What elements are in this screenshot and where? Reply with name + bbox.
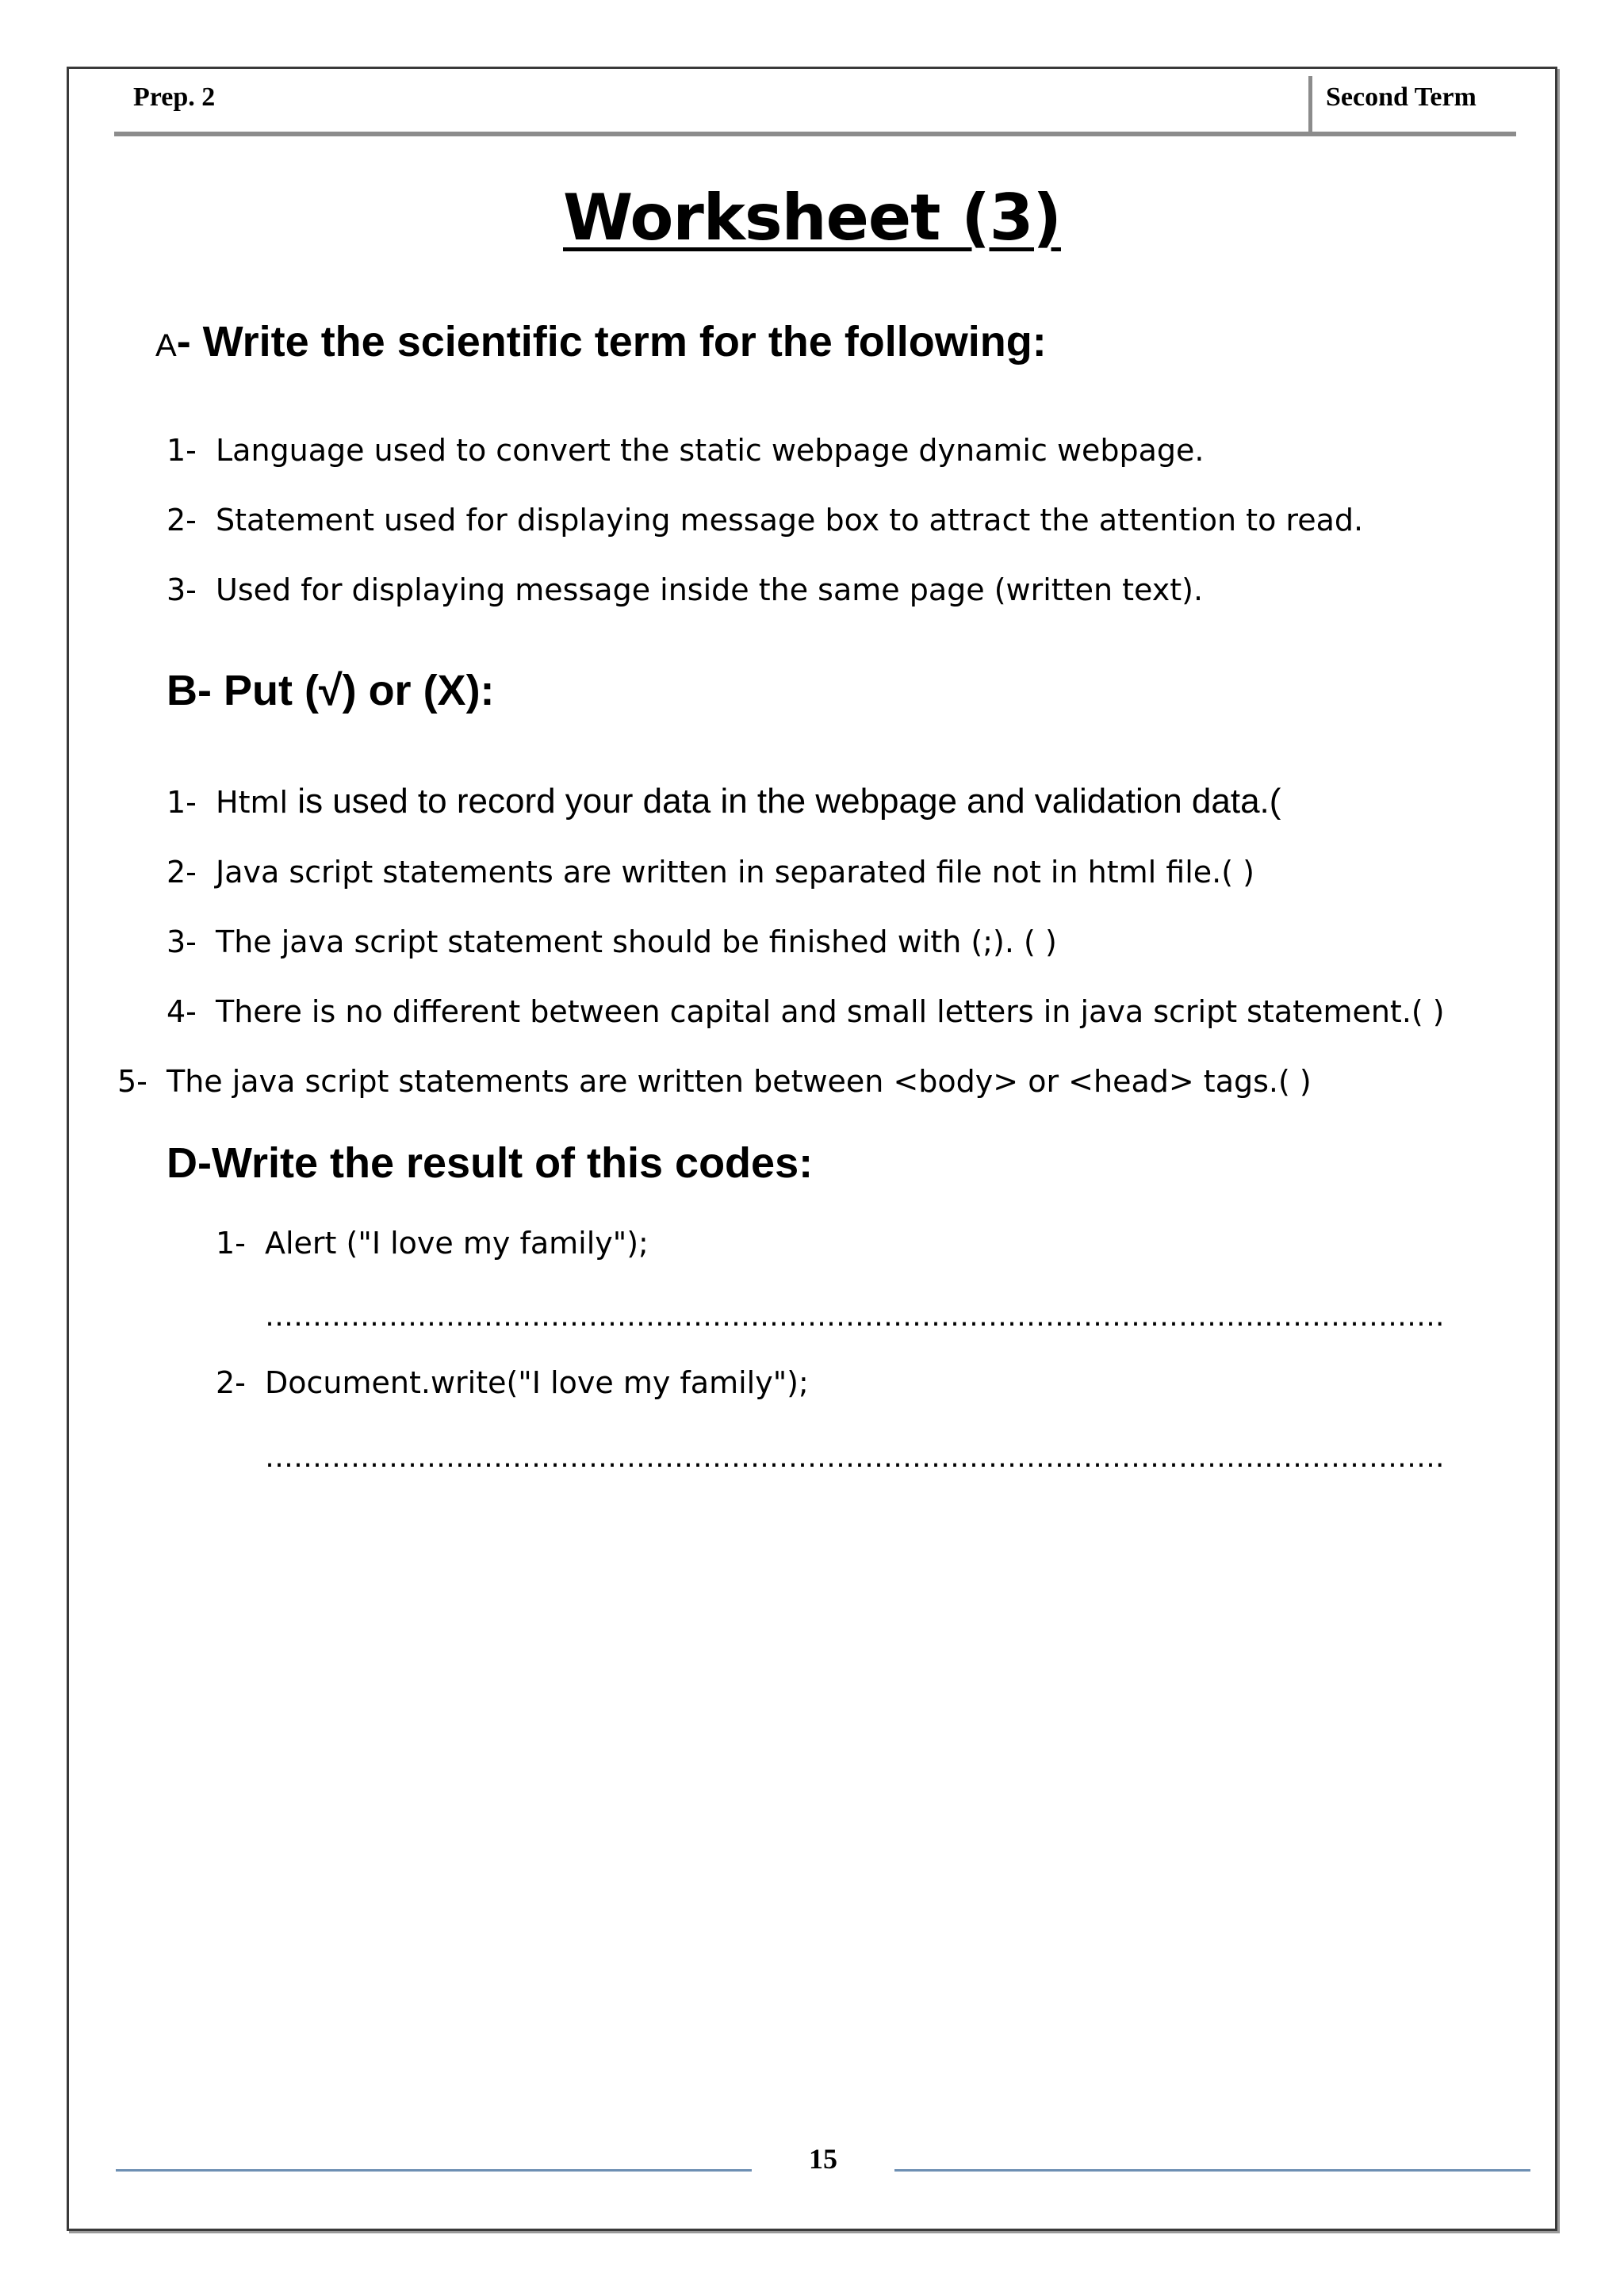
- section-a-heading-text: - Write the scientific term for the following:: [176, 318, 1047, 365]
- header-level: Prep. 2: [133, 82, 216, 112]
- item-text: Document.write("I love my family");: [265, 1365, 809, 1400]
- section-a-item-3: [167, 572, 1203, 607]
- item-number: 1-: [216, 1226, 246, 1261]
- item-word: Html: [216, 785, 289, 820]
- item-number: 3-: [167, 572, 197, 607]
- item-text: There is no different between capital and small letters in java script statement.( ): [216, 994, 1445, 1029]
- section-a-heading: [155, 317, 1047, 366]
- section-b-item-4: [167, 994, 1445, 1029]
- item-text: Alert ("I love my family");: [265, 1226, 649, 1261]
- section-b-heading: B- Put (√) or (X):: [167, 667, 495, 714]
- answer-line-2: …………………………………………………………………………………………………………….: [265, 1441, 1445, 1474]
- item-number: 1-: [167, 785, 197, 820]
- page-number: 15: [809, 2143, 837, 2175]
- item-number: 4-: [167, 994, 197, 1029]
- item-number: 5-: [117, 1064, 147, 1099]
- item-text: The java script statements are written between <body> or <head> tags.( ): [167, 1064, 1312, 1099]
- worksheet-title: Worksheet (3): [563, 181, 1061, 254]
- section-d-heading: D-Write the result of this codes:: [167, 1139, 814, 1187]
- section-b-item-1: [167, 782, 1281, 821]
- section-b-item-2: [167, 855, 1254, 890]
- item-text: Language used to convert the static webpage dynamic webpage.: [216, 433, 1205, 468]
- item-text: Statement used for displaying message box to attract the attention to read.: [216, 503, 1364, 538]
- item-text: is used to record your data in the webpage and validation data.(: [288, 782, 1281, 821]
- header-rule: [114, 132, 1516, 136]
- item-number: 2-: [167, 503, 197, 538]
- header-divider: [1308, 76, 1312, 133]
- section-d-item-1: [216, 1226, 649, 1261]
- item-number: 3-: [167, 924, 197, 959]
- section-a-item-1: [167, 433, 1205, 468]
- item-number: 2-: [167, 855, 197, 890]
- item-text: Used for displaying message inside the same page (written text).: [216, 572, 1204, 607]
- section-d-item-2: [216, 1365, 809, 1400]
- section-a-item-2: [167, 503, 1363, 538]
- item-number: 1-: [167, 433, 197, 468]
- header-term: Second Term: [1326, 82, 1477, 112]
- item-text: Java script statements are written in separated file not in html file.( ): [216, 855, 1254, 890]
- section-b-item-3: [167, 924, 1057, 959]
- item-number: 2-: [216, 1365, 246, 1400]
- item-text: The java script statement should be finished with (;). ( ): [216, 924, 1057, 959]
- section-a-letter: A: [155, 328, 177, 363]
- footer-rule-right: [894, 2169, 1530, 2172]
- section-b-item-5: [117, 1064, 1312, 1099]
- answer-line-1: …………………………………………………………………………………………………………….: [265, 1300, 1445, 1333]
